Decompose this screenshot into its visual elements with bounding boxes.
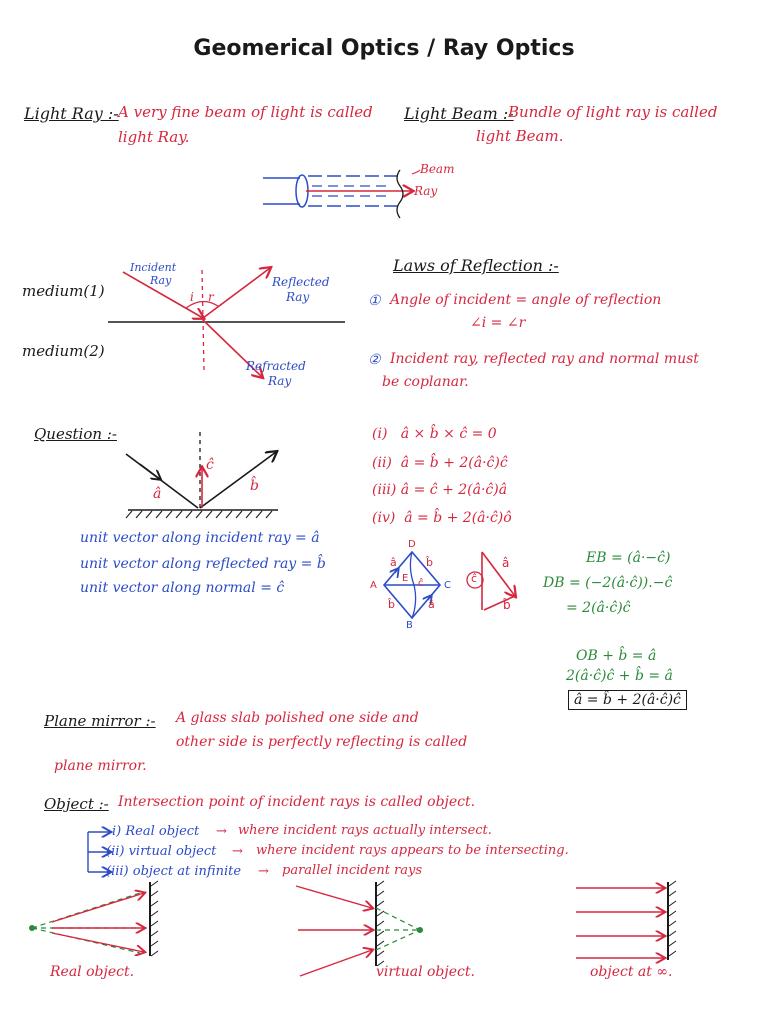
rhombus-edge-label-3: b̂ xyxy=(388,598,395,611)
option-3: (iii) â = ĉ + 2(â·ĉ)â xyxy=(372,482,508,498)
infinity-object-figure xyxy=(576,881,676,960)
object-type-2-arrow: → xyxy=(232,844,243,859)
laws-heading: Laws of Reflection :- xyxy=(393,256,559,275)
medium-2-label: medium(2) xyxy=(22,342,105,360)
vector-b-label: b̂ xyxy=(250,478,259,494)
vertex-c: C xyxy=(444,580,451,591)
plane-mirror-line2: other side is perfectly reflecting is called xyxy=(176,734,468,750)
working-db-2: = 2(â·ĉ)ĉ xyxy=(566,600,631,616)
vertex-a: A xyxy=(370,580,377,591)
plane-mirror-heading: Plane mirror :- xyxy=(44,712,156,730)
angle-i-label: i xyxy=(190,290,194,304)
law-2-line1: Incident ray, reflected ray and normal must xyxy=(390,351,699,367)
working-ob: OB + b̂ = â xyxy=(576,648,657,664)
triangle-label-c: ĉ xyxy=(471,572,478,585)
law-1-text: Angle of incident = angle of reflection xyxy=(390,292,662,308)
unit-vector-line-3: unit vector along normal = ĉ xyxy=(80,580,285,596)
rhombus-edge-label-2: b̂ xyxy=(426,556,433,569)
medium-1-label: medium(1) xyxy=(22,282,105,300)
option-1: (i) â × b̂ × ĉ = 0 xyxy=(372,426,497,442)
object-definition: Intersection point of incident rays is called object. xyxy=(118,794,476,810)
plane-mirror-line1: A glass slab polished one side and xyxy=(176,710,419,726)
light-beam-figure xyxy=(263,170,420,218)
law-2-number: ② xyxy=(368,352,381,368)
real-object-caption: Real object. xyxy=(50,964,135,980)
real-object-figure xyxy=(29,881,158,956)
object-type-1-name: i) Real object xyxy=(112,824,200,839)
incident-ray-label: Incident xyxy=(130,261,177,274)
object-type-2-desc: where incident rays appears to be intersecting. xyxy=(256,843,569,858)
object-type-2-name: (ii) virtual object xyxy=(106,844,217,859)
light-beam-definition-line2: light Beam. xyxy=(476,127,564,145)
light-ray-definition-line1: A very fine beam of light is called xyxy=(118,103,373,121)
unit-vector-line-1: unit vector along incident ray = â xyxy=(80,530,320,546)
working-db: DB = (−2(â·ĉ)).−ĉ xyxy=(543,575,673,591)
rhombus-edge-label-4: â xyxy=(428,598,435,611)
light-beam-definition-line1: Bundle of light ray is called xyxy=(508,103,718,121)
working-sum: 2(â·ĉ)ĉ + b̂ = â xyxy=(566,668,673,684)
triangle-label-a: â xyxy=(502,556,510,570)
vertex-d: D xyxy=(408,539,416,550)
incident-ray-label-2: Ray xyxy=(150,274,172,287)
virtual-object-caption: virtual object. xyxy=(376,964,475,980)
object-type-3-arrow: → xyxy=(258,864,269,879)
object-type-1-arrow: → xyxy=(216,824,227,839)
page-title: Geomerical Optics / Ray Optics xyxy=(193,36,575,61)
rhombus-edge-label-5: ĉ xyxy=(418,578,424,589)
law-1-number: ① xyxy=(368,293,381,309)
option-2: (ii) â = b̂ + 2(â·ĉ)ĉ xyxy=(372,455,508,471)
vector-a-label: â xyxy=(153,486,162,502)
object-heading: Object :- xyxy=(44,795,109,813)
light-beam-heading: Light Beam :- xyxy=(404,104,514,123)
object-type-3-name: (iii) object at infinite xyxy=(106,864,242,879)
ray-label: Ray xyxy=(414,184,438,198)
triangle-label-b: b̂ xyxy=(503,598,511,612)
light-ray-heading: Light Ray :- xyxy=(24,104,119,123)
angle-r-label: r xyxy=(208,290,214,304)
option-4: (iv) â = b̂ + 2(â·ĉ)ô xyxy=(372,510,512,526)
reflected-ray-label: Reflected xyxy=(272,275,330,289)
light-ray-definition-line2: light Ray. xyxy=(118,128,190,146)
law-1-equation: ∠i = ∠r xyxy=(470,315,526,331)
reflected-ray-label-2: Ray xyxy=(286,290,310,304)
vertex-b: B xyxy=(406,620,413,631)
law-2-line2: be coplanar. xyxy=(382,374,469,390)
infinity-object-caption: object at ∞. xyxy=(590,964,673,980)
working-result: â = b̂ + 2(â·ĉ)ĉ xyxy=(568,690,687,710)
refracted-ray-label-2: Ray xyxy=(268,374,292,388)
vertex-e: E xyxy=(402,573,409,584)
object-type-1-desc: where incident rays actually intersect. xyxy=(238,823,492,838)
unit-vector-line-2: unit vector along reflected ray = b̂ xyxy=(80,556,326,572)
rhombus-edge-label-1: â xyxy=(390,556,397,569)
question-heading: Question :- xyxy=(34,425,117,443)
working-eb: EB = (â·−ĉ) xyxy=(586,550,671,566)
vector-c-label: ĉ xyxy=(206,457,214,473)
refracted-ray-label: Refracted xyxy=(246,359,306,373)
beam-label: Beam xyxy=(420,162,455,176)
plane-mirror-line3: plane mirror. xyxy=(54,758,147,774)
virtual-object-figure xyxy=(296,881,423,976)
object-type-3-desc: parallel incident rays xyxy=(282,863,423,878)
question-figure xyxy=(126,432,278,518)
